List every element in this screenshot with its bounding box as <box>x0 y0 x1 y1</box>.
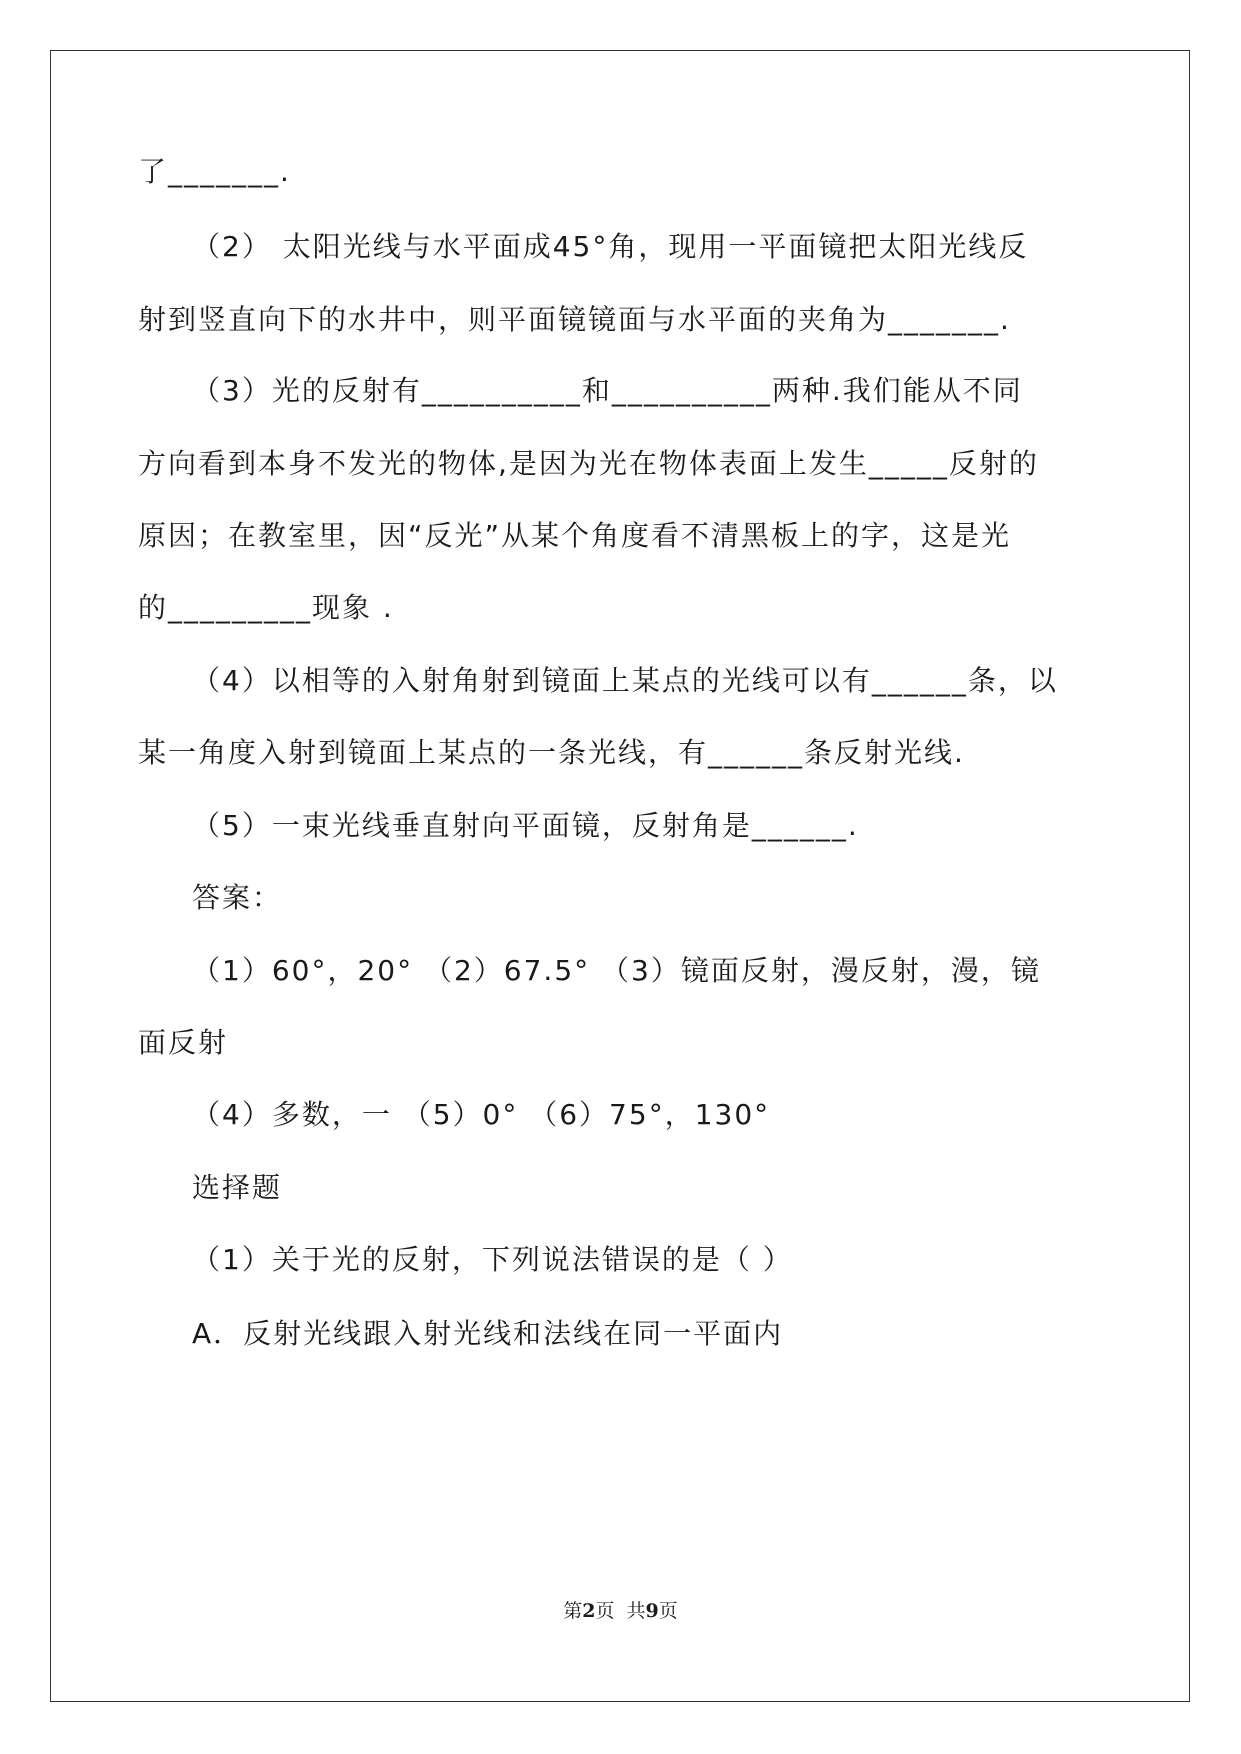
option-line: A．反射光线跟入射光线和法线在同一平面内 <box>192 1317 784 1350</box>
text-line: 方向看到本身不发光的物体,是因为光在物体表面上发生_____反射的 <box>138 447 1039 480</box>
question-line: （1）关于光的反射，下列说法错误的是（ ） <box>192 1243 793 1276</box>
total-pages-number: 9 <box>645 1600 659 1622</box>
text-line: 的_________现象 . <box>138 591 394 624</box>
text-line: （5）一束光线垂直射向平面镜，反射角是______. <box>192 809 859 842</box>
current-page-number: 2 <box>582 1600 596 1622</box>
footer-suffix: 页 <box>658 1600 678 1622</box>
text-line: （4）多数，一 （5）0° （6）75°，130° <box>192 1098 771 1131</box>
footer-mid: 页 共 <box>595 1600 646 1622</box>
page-border <box>50 50 1190 1702</box>
text-line: （1）60°，20° （2）67.5° （3）镜面反射，漫反射，漫，镜 <box>192 954 1041 987</box>
text-line: （3）光的反射有__________和__________两种.我们能从不同 <box>192 374 1023 407</box>
text-line: 某一角度入射到镜面上某点的一条光线，有______条反射光线. <box>138 736 965 769</box>
section-heading: 选择题 <box>192 1171 283 1204</box>
footer-prefix: 第 <box>563 1600 583 1622</box>
text-line: （2） 太阳光线与水平面成45°角，现用一平面镜把太阳光线反 <box>192 230 1029 263</box>
page-footer <box>0 1599 1241 1623</box>
text-line: 原因；在教室里，因“反光”从某个角度看不清黑板上的字，这是光 <box>138 519 1012 552</box>
text-line: 了_______. <box>138 155 291 188</box>
text-line: 射到竖直向下的水井中，则平面镜镜面与水平面的夹角为_______. <box>138 303 1011 336</box>
text-line: （4）以相等的入射角射到镜面上某点的光线可以有______条，以 <box>192 664 1058 697</box>
text-line: 面反射 <box>138 1026 229 1059</box>
answer-heading: 答案： <box>192 881 283 914</box>
